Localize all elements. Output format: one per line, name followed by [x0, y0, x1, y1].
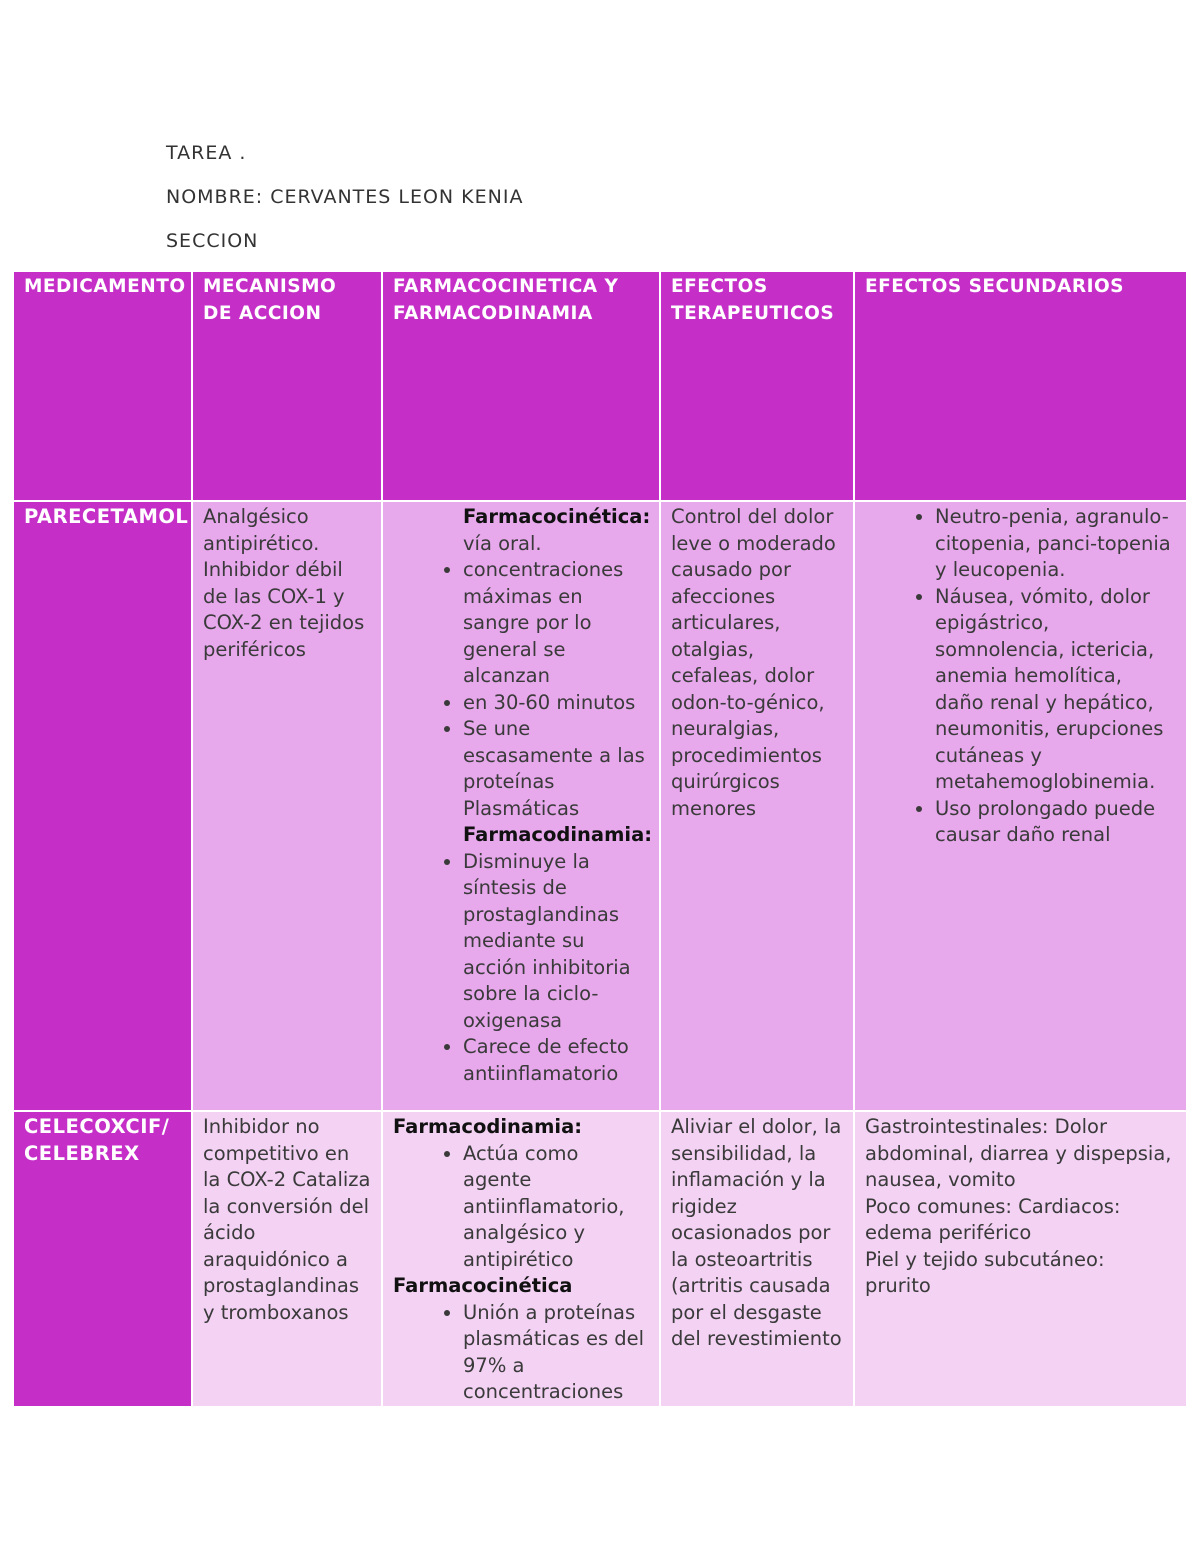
- drug-name: CELECOXCIF/ CELEBREX: [14, 1111, 192, 1406]
- list-item: • Disminuye la síntesis de prostaglandinas mediante su acción inhibitoria sobre la ciclo-oxigenasa: [463, 849, 649, 1035]
- pk-intro: vía oral.: [463, 531, 542, 555]
- col-header-efectos-secundarios: EFECTOS SECUNDARIOS: [854, 272, 1186, 501]
- list-item: • concentraciones máximas en sangre por lo general se alcanzan: [463, 557, 649, 690]
- list-item: • Carece de efecto antiinflamatorio: [463, 1034, 649, 1087]
- list-item: • Actúa como agente antiinflamatorio, analgésico y antipirético: [463, 1141, 649, 1274]
- side-effects-list: [865, 504, 1176, 849]
- pk-title: Farmacocinética:: [463, 505, 651, 528]
- mechanism-cell: Analgésico antipirético. Inhibidor débil de las COX-1 y COX-2 en tejidos periféricos: [192, 501, 382, 1111]
- pd-list: [393, 1141, 649, 1274]
- side-effect-line: Piel y tejido subcutáneo: prurito: [865, 1247, 1105, 1297]
- pd-title: Farmacodinamia:: [393, 1115, 583, 1138]
- pharmacology-cell: [382, 1111, 660, 1406]
- drug-table: [14, 272, 1186, 1406]
- assignment-label: TAREA .: [166, 142, 247, 164]
- list-item: • Neutro-penia, agranulo-citopenia, panci-topenia y leucopenia.: [935, 504, 1176, 584]
- pd-title: Farmacodinamia:: [463, 823, 653, 846]
- col-header-farmacocinetica: FARMACOCINETICA Y FARMACODINAMIA: [382, 272, 660, 501]
- student-name: NOMBRE: CERVANTES LEON KENIA: [166, 186, 524, 208]
- list-item: • Uso prolongado puede causar daño renal: [935, 796, 1176, 849]
- side-effect-line: Poco comunes: Cardiacos: edema periférico: [865, 1194, 1121, 1244]
- pk-list: [393, 557, 649, 822]
- col-header-mecanismo: MECANISMO DE ACCION: [192, 272, 382, 501]
- table-row: [14, 501, 1186, 1111]
- therapeutic-cell: Control del dolor leve o moderado causado por afecciones articulares, otalgias, cefaleas, dolor odon-to-génico, neuralgias, procedimientos quirúrgicos menores: [660, 501, 854, 1111]
- list-item: • Se une escasamente a las proteínas Plasmáticas: [463, 716, 649, 822]
- list-item: • Náusea, vómito, dolor epigástrico, somnolencia, ictericia, anemia hemolítica, daño renal y hepático, neumonitis, erupciones cutáneas y metahemoglobinemia.: [935, 584, 1176, 796]
- section-label: SECCION: [166, 230, 259, 252]
- mechanism-cell: Inhibidor no competitivo en la COX-2 Cataliza la conversión del ácido araquidónico a prostaglandinas y tromboxanos: [192, 1111, 382, 1406]
- col-header-medicamento: MEDICAMENTO: [14, 272, 192, 501]
- side-effects-cell: [854, 1111, 1186, 1406]
- drug-name: PARECETAMOL: [14, 501, 192, 1111]
- table-header-row: [14, 272, 1186, 501]
- therapeutic-cell: Aliviar el dolor, la sensibilidad, la inflamación y la rigidez ocasionados por la osteoartritis (artritis causada por el desgaste del revestimiento: [660, 1111, 854, 1406]
- list-item: • Unión a proteínas plasmáticas es del 97% a concentraciones: [463, 1300, 649, 1406]
- pk-list: [393, 1300, 649, 1406]
- side-effects-cell: [854, 501, 1186, 1111]
- pharmacology-cell: [382, 501, 660, 1111]
- pd-list: [393, 849, 649, 1088]
- list-item: • en 30-60 minutos: [463, 690, 649, 717]
- col-header-efectos-terapeuticos: EFECTOS TERAPEUTICOS: [660, 272, 854, 501]
- table-row: [14, 1111, 1186, 1406]
- side-effect-line: Gastrointestinales: Dolor abdominal, diarrea y dispepsia, nausea, vomito: [865, 1115, 1172, 1191]
- pk-title: Farmacocinética: [393, 1274, 573, 1297]
